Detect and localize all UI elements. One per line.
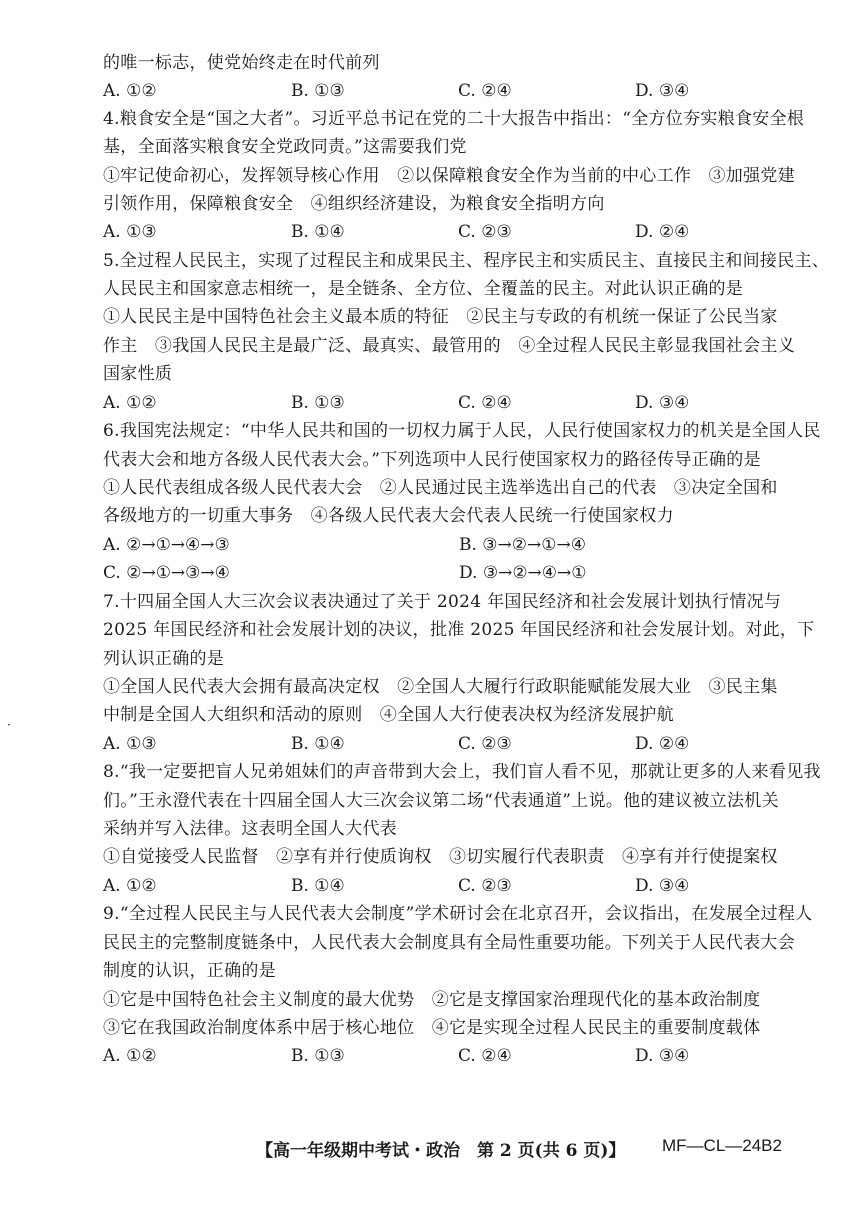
q7-line-5: 中制是全国人大组织和活动的原则 ④全国人大行使表决权为经济发展护航 <box>103 705 674 725</box>
q7-line-2: 2025 年国民经济和社会发展计划的决议，批准 2025 年国民经济和社会发展计划。对此，下 <box>103 620 815 640</box>
q8-option-d: D. ③④ <box>635 876 690 896</box>
q3-option-b: B. ①③ <box>291 81 345 101</box>
q8-line-2: 们。”王永澄代表在十四届全国人大三次会议第二场“代表通道”上说。他的建议被立法机关 <box>103 791 779 811</box>
q6-options-row-1 <box>103 534 803 556</box>
q8-line-3: 采纳并写入法律。这表明全国人大代表 <box>103 819 398 839</box>
q8-option-b: B. ①④ <box>291 876 345 896</box>
page-footer: 【高一年级期中考试・政治 第 2 页(共 6 页)】 <box>256 1141 626 1161</box>
q4-option-a: A. ①③ <box>103 222 157 242</box>
q6-option-c: C. ②→①→③→④ <box>103 563 230 583</box>
q9-option-d: D. ③④ <box>635 1046 690 1066</box>
q6-line-1: 6.我国宪法规定：“中华人民共和国的一切权力属于人民，人民行使国家权力的机关是全国人民 <box>103 421 821 441</box>
q5-line-3: ①人民民主是中国特色社会主义最本质的特征 ②民主与专政的有机统一保证了公民当家 <box>103 307 778 327</box>
q6-line-3: ①人民代表组成各级人民代表大会 ②人民通过民主选举选出自己的代表 ③决定全国和 <box>103 478 778 498</box>
q9-line-1: 9.“全过程人民民主与人民代表大会制度”学术研讨会在北京召开，会议指出，在发展全过程人 <box>103 904 813 924</box>
q3-option-a: A. ①② <box>103 81 157 101</box>
q3-options <box>103 80 803 102</box>
q5-option-c: C. ②④ <box>458 393 512 413</box>
q5-line-4: 作主 ③我国人民民主是最广泛、最真实、最管用的 ④全过程人民民主彰显我国社会主义 <box>103 336 795 356</box>
q8-line-1: 8.“我一定要把盲人兄弟姐妹们的声音带到大会上，我们盲人看不见，那就让更多的人来看见我 <box>103 762 821 782</box>
q5-option-d: D. ③④ <box>635 393 690 413</box>
q5-line-1: 5.全过程人民民主，实现了过程民主和成果民主、程序民主和实质民主、直接民主和间接民主、 <box>103 251 830 271</box>
q9-options <box>103 1045 803 1067</box>
q7-option-a: A. ①③ <box>103 734 157 754</box>
q5-line-2: 人民民主和国家意志相统一，是全链条、全方位、全覆盖的民主。对此认识正确的是 <box>103 279 744 299</box>
q4-line-2: 基，全面落实粮食安全党政同责。”这需要我们党 <box>103 137 467 157</box>
q6-options-row-2 <box>103 562 803 584</box>
q4-option-c: C. ②③ <box>458 222 512 242</box>
q3-option-c: C. ②④ <box>458 81 512 101</box>
q7-option-c: C. ②③ <box>458 734 512 754</box>
q5-option-a: A. ①② <box>103 393 157 413</box>
q9-line-4: ①它是中国特色社会主义制度的最大优势 ②它是支撑国家治理现代化的基本政治制度 <box>103 990 761 1010</box>
q7-line-3: 列认识正确的是 <box>103 649 225 669</box>
q4-line-4: 引领作用，保障粮食安全 ④组织经济建设，为粮食安全指明方向 <box>103 194 605 214</box>
q8-option-a: A. ①② <box>103 876 157 896</box>
q7-options <box>103 733 803 755</box>
q4-option-d: D. ②④ <box>635 222 690 242</box>
q7-line-1: 7.十四届全国人大三次会议表决通过了关于 2024 年国民经济和社会发展计划执行情况与 <box>103 592 782 612</box>
q9-option-c: C. ②④ <box>458 1046 512 1066</box>
q6-option-a: A. ②→①→④→③ <box>103 535 230 555</box>
q6-option-d: D. ③→②→④→① <box>459 563 587 583</box>
q3-line-1: 的唯一标志，使党始终走在时代前列 <box>103 53 380 73</box>
q9-option-a: A. ①② <box>103 1046 157 1066</box>
q6-line-4: 各级地方的一切重大事务 ④各级人民代表大会代表人民统一行使国家权力 <box>103 506 674 526</box>
q4-line-1: 4.粮食安全是“国之大者”。习近平总书记在党的二十大报告中指出：“全方位夯实粮食安全根 <box>103 109 805 129</box>
q5-option-b: B. ①③ <box>291 393 345 413</box>
exam-code: MF—CL—24B2 <box>662 1136 782 1155</box>
q4-options <box>103 221 803 243</box>
q7-option-b: B. ①④ <box>291 734 345 754</box>
q4-line-3: ①牢记使命初心，发挥领导核心作用 ②以保障粮食安全作为当前的中心工作 ③加强党建 <box>103 166 795 186</box>
q6-option-b: B. ③→②→①→④ <box>459 535 586 555</box>
q5-line-5: 国家性质 <box>103 364 173 384</box>
q9-option-b: B. ①③ <box>291 1046 345 1066</box>
q4-option-b: B. ①④ <box>291 222 345 242</box>
q9-line-2: 民民主的完整制度链条中，人民代表大会制度具有全局性重要功能。下列关于人民代表大会 <box>103 933 795 953</box>
q8-line-4: ①自觉接受人民监督 ②享有并行使质询权 ③切实履行代表职责 ④享有并行使提案权 <box>103 847 778 867</box>
scan-dot: · <box>7 718 11 732</box>
q6-line-2: 代表大会和地方各级人民代表大会。”下列选项中人民行使国家权力的路径传导正确的是 <box>103 450 761 470</box>
q3-option-d: D. ③④ <box>635 81 690 101</box>
q7-line-4: ①全国人民代表大会拥有最高决定权 ②全国人大履行行政职能赋能发展大业 ③民主集 <box>103 677 778 697</box>
q8-option-c: C. ②③ <box>458 876 512 896</box>
q9-line-5: ③它在我国政治制度体系中居于核心地位 ④它是实现全过程人民民主的重要制度载体 <box>103 1018 761 1038</box>
q9-line-3: 制度的认识，正确的是 <box>103 961 276 981</box>
q8-options <box>103 875 803 897</box>
q7-option-d: D. ②④ <box>635 734 690 754</box>
q5-options <box>103 392 803 414</box>
